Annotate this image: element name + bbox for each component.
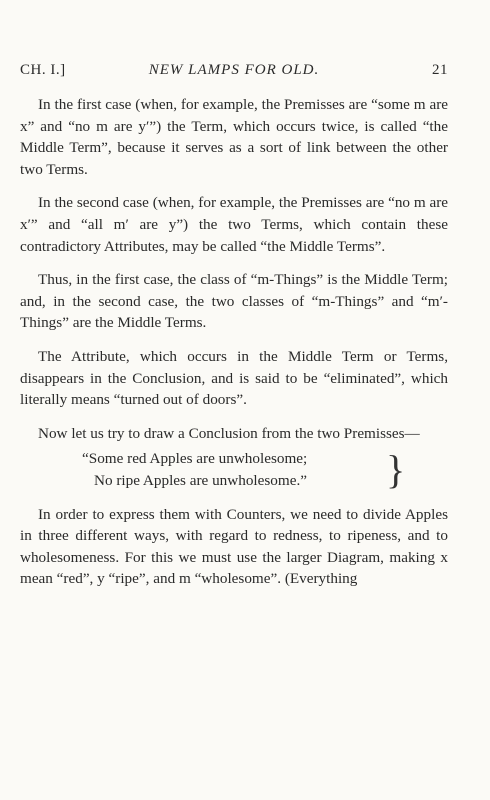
brace-mark: } bbox=[386, 447, 406, 493]
paragraph-first-case: In the first case (when, for example, the Premisses are “some m are x” and “no m are y′”) the Term, which occurs twice, is called “the Middle Term”, because it serves as a sort of link between the other two Terms. bbox=[20, 96, 448, 178]
paragraph-middle-terms: Thus, in the first case, the class of “m-Things” is the Middle Term; and, in the second case, the two classes of “m-Things” and “m′-Things” are the Middle Terms. bbox=[20, 271, 448, 332]
premiss-line: No ripe Apples are unwholesome.” bbox=[94, 471, 307, 489]
premisses-quote bbox=[20, 448, 448, 491]
running-title: NEW LAMPS FOR OLD. bbox=[148, 62, 320, 78]
paragraph-second-case: In the second case (when, for example, the Premisses are “no m are x′” and “all m′ are y”) the two Terms, which contain these contradictory Attributes, may be called “the Middle Terms”. bbox=[20, 194, 448, 255]
page-number: 21 bbox=[432, 62, 448, 78]
premiss-line: “Some red Apples are unwholesome; bbox=[82, 450, 308, 468]
chapter-label: CH. I.] bbox=[20, 62, 66, 78]
paragraph-elimination: The Attribute, which occurs in the Middle Term or Terms, disappears in the Conclusion, and is said to be “eliminated”, which literally means “turned out of doors”. bbox=[20, 347, 448, 409]
page-body bbox=[20, 94, 448, 602]
paragraph-counters: In order to express them with Counters, we need to divide Apples in three different ways, with regard to redness, to ripeness, and to wholesomeness. For this we must use the larger Diagram, making x mean “red”, y “ripe”, and m “wholesome”. (Everything bbox=[20, 505, 448, 588]
running-header bbox=[20, 62, 448, 82]
paragraph-try-conclusion: Now let us try to draw a Conclusion from the two Premisses— bbox=[38, 424, 420, 442]
